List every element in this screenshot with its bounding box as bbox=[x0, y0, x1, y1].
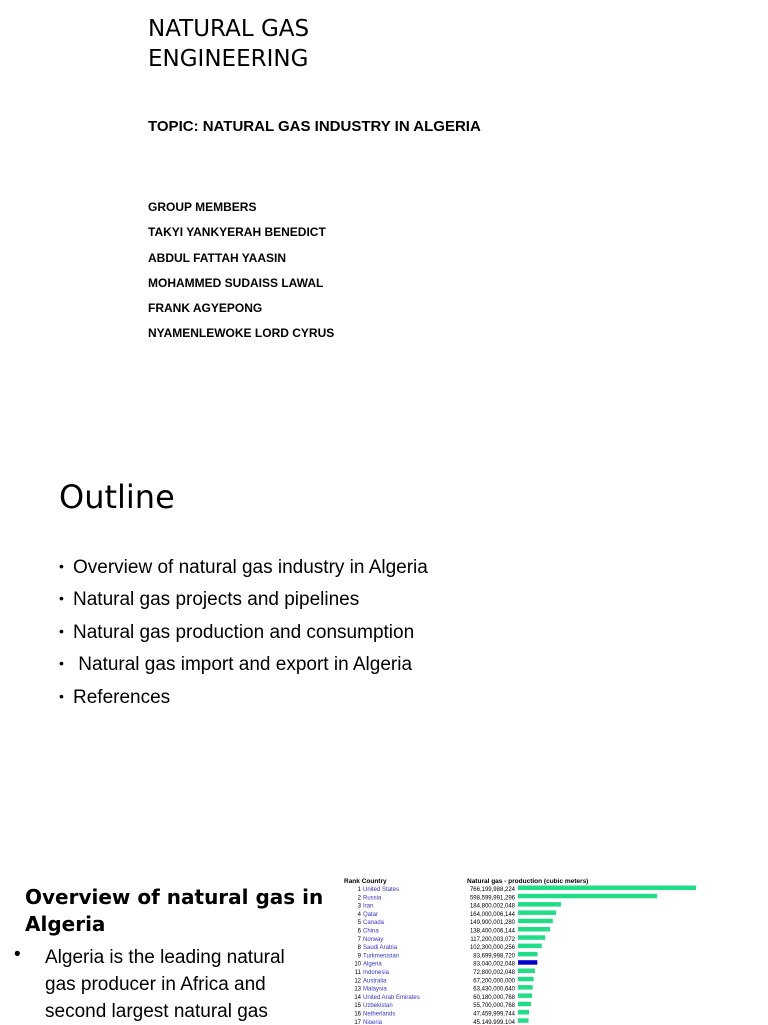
value-label: 47,459,999,744 bbox=[473, 1011, 515, 1018]
topic-heading: TOPIC: NATURAL GAS INDUSTRY IN ALGERIA bbox=[148, 118, 481, 135]
production-bar bbox=[518, 927, 550, 932]
value-label: 45,149,999,104 bbox=[473, 1019, 515, 1024]
country-label: Russia bbox=[363, 895, 382, 902]
bullet-icon: • bbox=[59, 687, 64, 704]
outline-item bbox=[59, 584, 428, 616]
value-label: 72,800,002,048 bbox=[473, 970, 515, 976]
member-name: FRANK AGYEPONG bbox=[148, 301, 263, 316]
rank-country-header: Rank Country bbox=[344, 878, 387, 885]
rank-label: 6 bbox=[357, 928, 361, 935]
bullet-icon: • bbox=[14, 944, 21, 965]
bullet-icon: • bbox=[59, 622, 64, 639]
production-bar bbox=[518, 977, 534, 982]
title-line-2: ENGINEERING bbox=[148, 46, 309, 72]
outline-item bbox=[59, 682, 428, 714]
value-label: 138,400,006,144 bbox=[469, 928, 515, 935]
outline-item bbox=[59, 649, 428, 681]
value-label: 83,040,002,048 bbox=[473, 961, 515, 968]
production-bar bbox=[518, 902, 561, 907]
country-label: Iran bbox=[363, 903, 374, 910]
value-label: 149,900,001,280 bbox=[469, 920, 515, 927]
rank-label: 8 bbox=[357, 945, 361, 952]
value-label: 83,699,998,720 bbox=[473, 953, 515, 960]
bullet-icon: • bbox=[59, 558, 64, 574]
production-bar bbox=[518, 919, 553, 924]
value-label: 164,000,006,144 bbox=[469, 911, 515, 918]
country-label: China bbox=[363, 928, 379, 935]
value-label: 184,800,002,048 bbox=[469, 903, 515, 910]
rank-label: 1 bbox=[357, 887, 361, 893]
country-label: Nigeria bbox=[363, 1019, 383, 1024]
overview-bullet-text: Algeria is the leading natural gas producer in Africa and second largest natural gas bbox=[45, 947, 285, 1022]
value-label: 67,200,000,000 bbox=[473, 978, 515, 985]
member-name: ABDUL FATTAH YAASIN bbox=[148, 250, 287, 265]
production-bar bbox=[518, 969, 535, 974]
value-label: 598,599,991,296 bbox=[469, 895, 515, 902]
country-label: Saudi Arabia bbox=[363, 945, 398, 952]
value-label: 60,180,000,768 bbox=[473, 994, 515, 1001]
rank-label: 3 bbox=[357, 903, 361, 910]
value-header: Natural gas - production (cubic meters) bbox=[467, 878, 589, 885]
production-bar bbox=[518, 1010, 529, 1015]
rank-label: 7 bbox=[357, 936, 361, 943]
rank-label: 13 bbox=[354, 986, 361, 993]
outline-item-text: Overview of natural gas industry in Algeria bbox=[73, 557, 428, 578]
outline-item-text: References bbox=[73, 686, 171, 708]
value-label: 766,199,988,224 bbox=[469, 887, 515, 893]
overview-title: Overview of natural gas in Algeria bbox=[25, 885, 324, 936]
outline-item bbox=[59, 617, 428, 649]
country-label: Australia bbox=[363, 978, 387, 985]
country-label: United States bbox=[363, 887, 400, 893]
rank-label: 15 bbox=[354, 1003, 361, 1010]
production-bar bbox=[518, 886, 696, 891]
production-bar bbox=[518, 1018, 528, 1023]
production-bar bbox=[518, 952, 537, 957]
country-label: Netherlands bbox=[363, 1011, 396, 1018]
production-bar bbox=[518, 944, 542, 949]
country-label: Turkmenistan bbox=[363, 953, 400, 960]
value-label: 63,430,000,640 bbox=[473, 986, 515, 993]
rank-label: 9 bbox=[357, 953, 361, 960]
group-members-list bbox=[148, 198, 334, 350]
country-label: Uzbekistan bbox=[363, 1003, 393, 1010]
document-title bbox=[148, 14, 309, 74]
rank-label: 14 bbox=[354, 994, 361, 1001]
bullet-icon: • bbox=[59, 655, 64, 672]
production-bar bbox=[518, 935, 545, 940]
country-label: Algeria bbox=[363, 961, 382, 968]
outline-title: Outline bbox=[59, 478, 175, 516]
member-name: TAKYI YANKYERAH BENEDICT bbox=[148, 225, 326, 240]
outline-item-text: Natural gas production and consumption bbox=[73, 621, 415, 643]
country-label: Malaysia bbox=[363, 986, 387, 993]
title-line-1: NATURAL GAS bbox=[148, 16, 310, 42]
member-name: NYAMENLEWOKE LORD CYRUS bbox=[148, 326, 335, 341]
rank-label: 10 bbox=[354, 961, 361, 968]
outline-item bbox=[59, 552, 428, 584]
chart-svg bbox=[338, 873, 718, 1024]
production-bar bbox=[518, 993, 532, 998]
production-bar bbox=[518, 960, 537, 965]
bullet-icon: • bbox=[59, 590, 64, 607]
country-label: United Arab Emirates bbox=[363, 994, 420, 1001]
country-label: Norway bbox=[363, 936, 384, 943]
members-heading: GROUP MEMBERS bbox=[148, 200, 257, 214]
value-label: 55,700,000,768 bbox=[473, 1003, 515, 1010]
production-bar bbox=[518, 910, 556, 915]
outline-item-text: Natural gas projects and pipelines bbox=[73, 589, 360, 611]
production-bar bbox=[518, 1002, 531, 1007]
rank-label: 16 bbox=[354, 1011, 361, 1018]
gas-production-chart bbox=[338, 873, 718, 1024]
rank-label: 12 bbox=[354, 978, 361, 985]
value-label: 117,200,003,072 bbox=[470, 936, 515, 943]
rank-label: 4 bbox=[357, 911, 361, 918]
country-label: Indonesia bbox=[363, 970, 390, 976]
outline-item-text: Natural gas import and export in Algeria bbox=[73, 654, 413, 676]
rank-label: 11 bbox=[354, 970, 361, 976]
rank-label: 17 bbox=[354, 1019, 361, 1024]
rank-label: 5 bbox=[357, 920, 361, 927]
country-label: Qatar bbox=[363, 911, 379, 918]
outline-list bbox=[59, 552, 428, 714]
production-bar bbox=[518, 985, 533, 990]
rank-label: 2 bbox=[357, 895, 361, 902]
country-label: Canada bbox=[363, 920, 385, 927]
production-bar bbox=[518, 894, 657, 899]
value-label: 102,300,000,256 bbox=[469, 945, 515, 952]
member-name: MOHAMMED SUDAISS LAWAL bbox=[148, 275, 324, 290]
